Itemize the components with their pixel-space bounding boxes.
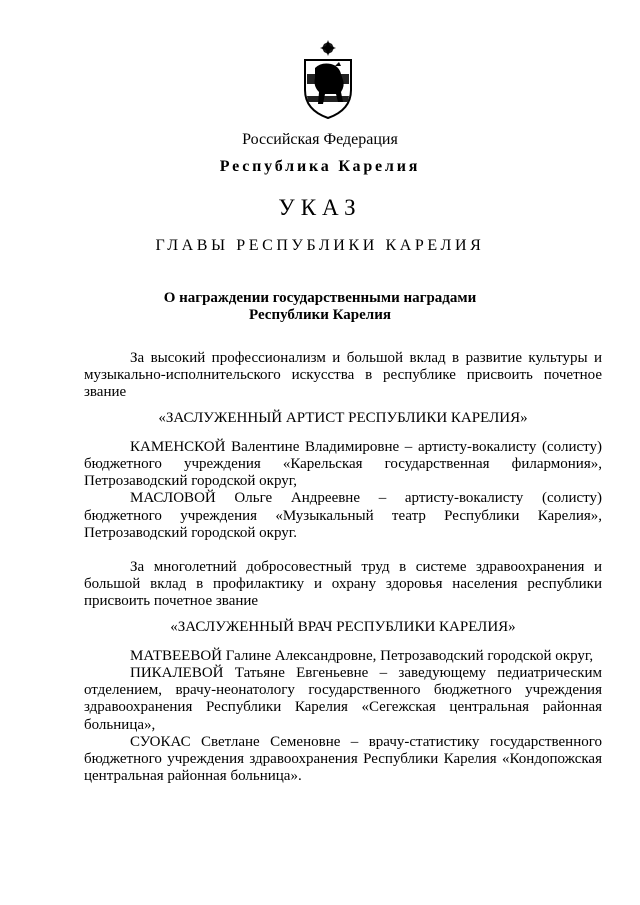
section2-title: «ЗАСЛУЖЕННЫЙ ВРАЧ РЕСПУБЛИКИ КАРЕЛИЯ» <box>170 618 516 635</box>
section2-awardee-1: МАТВЕЕВОЙ Галине Александровне, Петрозаводский городской округ, <box>130 647 594 664</box>
country-name: Российская Федерация <box>242 131 398 148</box>
issuer: ГЛАВЫ РЕСПУБЛИКИ КАРЕЛИЯ <box>155 237 485 254</box>
document-body <box>84 350 602 785</box>
document-subject <box>0 290 640 324</box>
section2-awardee-2: ПИКАЛЕВОЙ Татьяне Евгеньевне – заведующему педиатрическим отделением, врачу-неонатологу государственного бюджетного учреждения здравоохранения Республики Карелия «Сегежская центральная районная больница», <box>84 665 602 733</box>
republic-name: Республика Карелия <box>219 158 421 175</box>
section1-awardee-2: МАСЛОВОЙ Ольге Андреевне – артисту-вокалисту (солисту) бюджетного учреждения «Музыкальный театр Республики Карелия», Петрозаводский городской округ. <box>84 490 602 541</box>
document-type: УКАЗ <box>278 195 362 220</box>
section2-intro: За многолетний добросовестный труд в системе здравоохранения и большой вклад в профилактику и охрану здоровья населения республики присвоить почетное звание <box>84 559 602 610</box>
section1-title: «ЗАСЛУЖЕННЫЙ АРТИСТ РЕСПУБЛИКИ КАРЕЛИЯ» <box>158 409 528 426</box>
section1-intro: За высокий профессионализм и большой вклад в развитие культуры и музыкально-исполнительского искусства в республике присвоить почетное звание <box>84 350 602 401</box>
subject-line-1: О награждении государственными наградами <box>163 290 477 306</box>
subject-line-2: Республики Карелия <box>249 307 391 323</box>
coat-of-arms-icon <box>301 40 355 120</box>
section2-awardee-3: СУОКАС Светлане Семеновне – врачу-статистику государственного бюджетного учреждения здравоохранения Республики Карелия «Кондопожская центральная районная больница». <box>84 733 602 785</box>
section1-awardee-1: КАМЕНСКОЙ Валентине Владимировне – артисту-вокалисту (солисту) бюджетного учреждения «Карельская государственная филармония», Петрозаводский городской округ, <box>84 438 602 490</box>
